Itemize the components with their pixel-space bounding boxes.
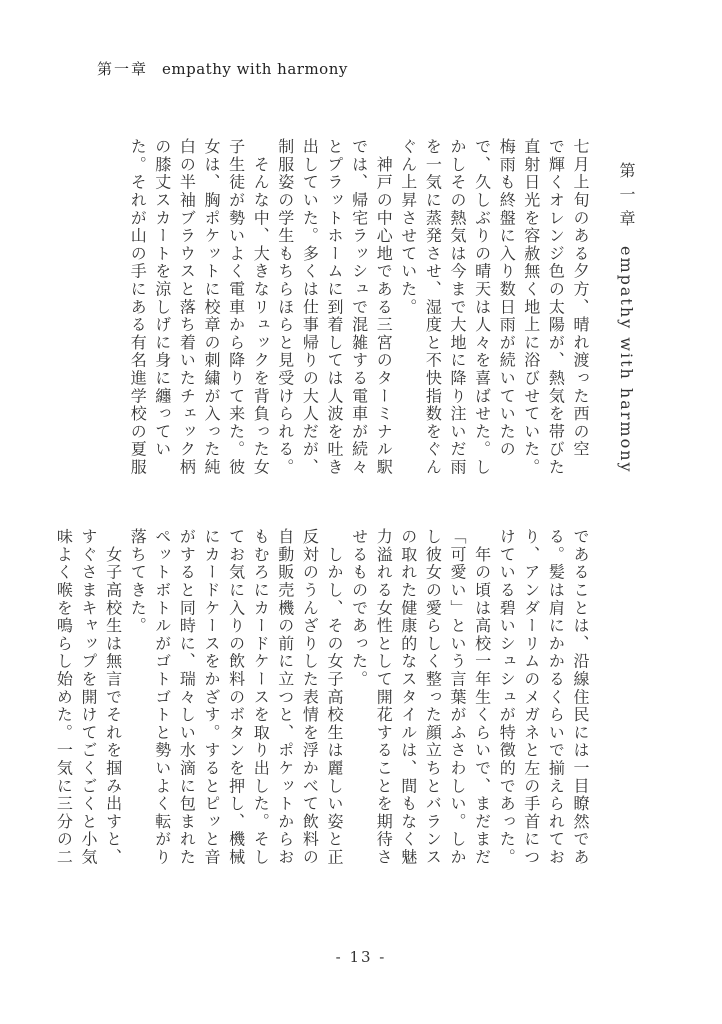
text-column: た。それが山の手にある有名進学校の夏服 bbox=[128, 138, 148, 477]
text-column: 直射日光を容赦無く地上に浴びせていた。 bbox=[521, 138, 541, 477]
text-column: であることは、沿線住民には一目瞭然であ bbox=[571, 528, 590, 867]
chapter-heading-number: 第一章 bbox=[617, 162, 636, 234]
text-column: で輝くオレンジ色の太陽が、熱気を帯びた bbox=[546, 138, 566, 477]
text-column: の取れた健康的なスタイルは、間もなく魅 bbox=[398, 528, 418, 867]
text-column: 出していた。多くは仕事帰りの大人だが、 bbox=[300, 138, 320, 477]
text-column: 女子高校生は無言でそれを掴み出すと、 bbox=[103, 528, 123, 867]
text-column: り、アンダーリムのメガネと左の手首につ bbox=[521, 528, 541, 867]
text-column: 制服姿の学生もちらほらと見受けられる。 bbox=[275, 138, 295, 477]
chapter-heading-title: empathy with harmony bbox=[617, 246, 636, 474]
text-column: けている碧いシュシュが特徴的であった。 bbox=[497, 528, 517, 867]
text-column: 梅雨も終盤に入り数日雨が続いていたの bbox=[497, 138, 517, 459]
text-column: の膝丈スカートを涼しげに身に纏ってい bbox=[152, 138, 172, 459]
text-column: 自動販売機の前に立つと、ポケットからお bbox=[275, 528, 295, 867]
text-column: 「可愛い」という言葉がふさわしい。しか bbox=[448, 528, 467, 867]
page-number: - 13 - bbox=[335, 948, 387, 966]
text-column: ぐん上昇させていた。 bbox=[398, 138, 418, 316]
text-column: すぐさまキャップを開けてごくごくと小気 bbox=[79, 528, 98, 867]
text-column: せるものであった。 bbox=[349, 528, 369, 689]
text-column: 味よく喉を鳴らし始めた。一気に三分の二 bbox=[54, 528, 74, 867]
text-column: にカードケースをかざす。するとピッと音 bbox=[202, 528, 221, 867]
chapter-heading bbox=[616, 162, 636, 474]
text-column: しかし、その女子高校生は麗しい姿と正 bbox=[325, 528, 344, 867]
text-column: 力溢れる女性として開花することを期待さ bbox=[374, 528, 394, 867]
text-column: ペットボトルがゴトゴトと勢いよく転がり bbox=[152, 528, 172, 867]
text-column: では、帰宅ラッシュで混雑する電車が続々 bbox=[349, 138, 369, 477]
text-column: 白の半袖ブラウスと落ち着いたチェック柄 bbox=[177, 138, 197, 477]
text-column: てお気に入りの飲料のボタンを押し、機械 bbox=[226, 528, 246, 867]
text-column: とプラットホームに到着しては人波を吐き bbox=[325, 138, 344, 477]
text-column: 年の頃は高校一年生くらいで、まだまだ bbox=[472, 528, 492, 867]
text-column: もむろにカードケースを取り出した。そし bbox=[251, 528, 271, 867]
text-column: そんな中、大きなリュックを背負った女 bbox=[251, 138, 271, 477]
text-column: 七月上旬のある夕方、晴れ渡った西の空 bbox=[571, 138, 590, 459]
text-column: 女は、胸ポケットに校章の刺繍が入った純 bbox=[202, 138, 221, 477]
text-column: を一気に蒸発させ、湿度と不快指数をぐん bbox=[423, 138, 443, 477]
running-header-title: empathy with harmony bbox=[162, 60, 348, 78]
text-column: 反対のうんざりした表情を浮かべて飲料の bbox=[300, 528, 320, 867]
text-column: し彼女の愛らしく整った顔立ちとバランス bbox=[423, 528, 443, 867]
text-column: 落ちてきた。 bbox=[128, 528, 148, 635]
text-column: かしその熱気は今まで大地に降り注いだ雨 bbox=[448, 138, 467, 477]
text-column: で、久しぶりの晴天は人々を喜ばせた。し bbox=[472, 138, 492, 477]
running-header bbox=[97, 58, 348, 79]
text-column: 神戸の中心地である三宮のターミナル駅 bbox=[374, 138, 394, 477]
text-column: る。髪は肩にかかるくらいで揃えられてお bbox=[546, 528, 566, 867]
text-column: がすると同時に、瑞々しい水滴に包まれた bbox=[177, 528, 197, 867]
text-column: 子生徒が勢いよく電車から降りて来た。彼 bbox=[226, 138, 246, 477]
running-header-chapter: 第一章 bbox=[97, 60, 149, 78]
